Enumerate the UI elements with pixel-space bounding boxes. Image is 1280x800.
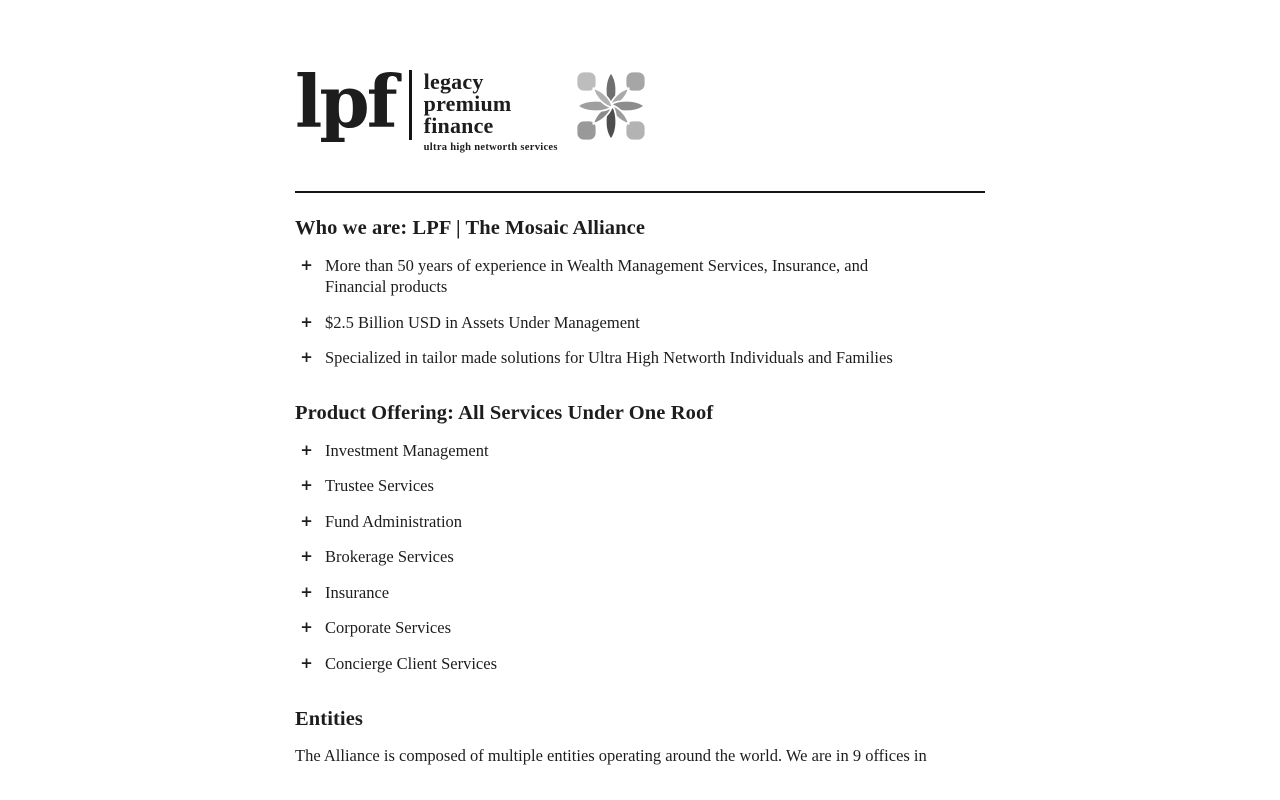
list-item-text: Corporate Services xyxy=(325,618,451,638)
who-we-are-list xyxy=(295,255,985,369)
list-item xyxy=(295,582,985,603)
list-item-text: More than 50 years of experience in Wealth Management Services, Insurance, and Financial products xyxy=(325,255,869,297)
list-item-text: Trustee Services xyxy=(325,476,434,496)
logo-name-line: legacy xyxy=(423,69,484,94)
logo-name-block xyxy=(424,68,558,153)
section-heading-product-offering: Product Offering: All Services Under One Roof xyxy=(295,402,714,425)
list-item xyxy=(295,617,985,638)
mosaic-flower-icon xyxy=(576,70,646,142)
list-item-text: Specialized in tailor made solutions for Ultra High Networth Individuals and Families xyxy=(325,347,893,367)
document-page xyxy=(295,0,985,767)
list-item-text: Investment Management xyxy=(325,441,489,461)
plus-bullet-icon: + xyxy=(300,347,313,366)
list-item xyxy=(295,347,985,368)
product-offering-list xyxy=(295,440,985,674)
list-item xyxy=(295,312,985,333)
list-item xyxy=(295,255,985,298)
list-item-text: Fund Administration xyxy=(325,511,463,531)
plus-bullet-icon: + xyxy=(300,476,313,495)
logo xyxy=(295,59,985,153)
list-item xyxy=(295,475,985,496)
list-item-text: Brokerage Services xyxy=(325,547,454,567)
logo-divider xyxy=(409,70,412,140)
list-item-text: $2.5 Billion USD in Assets Under Management xyxy=(325,312,640,332)
list-item xyxy=(295,440,985,461)
plus-bullet-icon: + xyxy=(300,511,313,530)
plus-bullet-icon: + xyxy=(300,618,313,637)
entities-paragraph: The Alliance is composed of multiple entities operating around the world. We are in 9 offices in xyxy=(295,745,927,765)
logo-name-line: finance xyxy=(423,113,494,138)
plus-bullet-icon: + xyxy=(300,653,313,672)
plus-bullet-icon: + xyxy=(300,547,313,566)
list-item xyxy=(295,546,985,567)
plus-bullet-icon: + xyxy=(300,582,313,601)
logo-name-line: premium xyxy=(423,91,512,116)
list-item-text: Concierge Client Services xyxy=(325,653,497,673)
logo-monogram: lpf xyxy=(295,59,395,144)
plus-bullet-icon: + xyxy=(300,312,313,331)
list-item xyxy=(295,511,985,532)
plus-bullet-icon: + xyxy=(300,441,313,460)
plus-bullet-icon: + xyxy=(300,255,313,274)
logo-tagline: ultra high networth services xyxy=(423,142,558,153)
section-heading-who-we-are: Who we are: LPF | The Mosaic Alliance xyxy=(295,217,646,239)
list-item-text: Insurance xyxy=(325,582,390,602)
list-item xyxy=(295,653,985,674)
section-heading-entities: Entities xyxy=(295,708,363,731)
section-divider xyxy=(295,191,985,193)
